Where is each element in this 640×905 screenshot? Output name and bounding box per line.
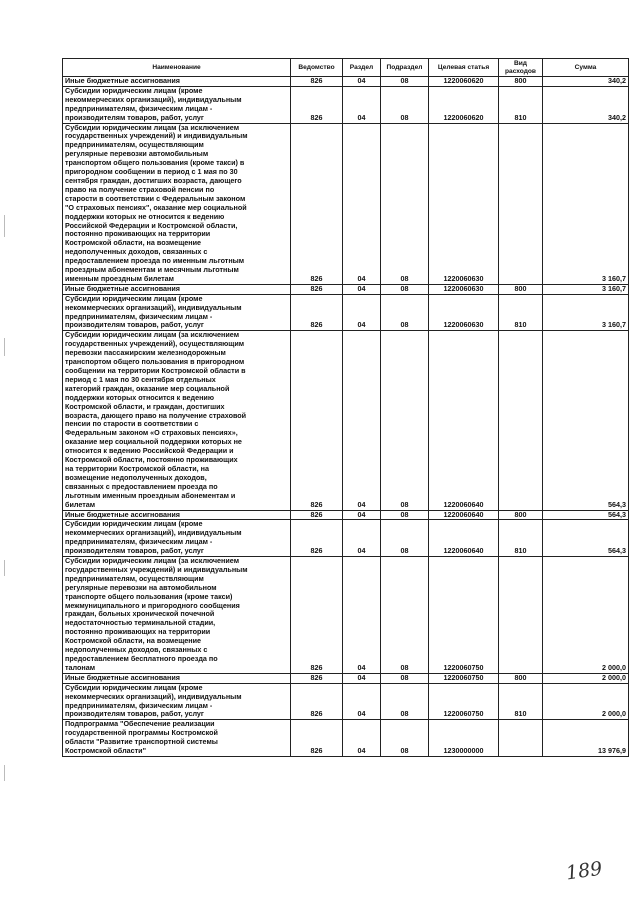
row-sum: 564,3 bbox=[543, 510, 629, 520]
row-subsection: 08 bbox=[381, 720, 429, 757]
row-sum: 3 160,7 bbox=[543, 294, 629, 331]
row-subsection: 08 bbox=[381, 86, 429, 123]
row-name: Субсидии юридическим лицам (за исключением государственных учреждений), осуществляющим перевозки пассажирским железнодорожным транспортом общего пользования в пригородном сообщении на территории Костромской области в период с 1 мая по 30 сентября отдельных категорий граждан, оказание мер социальной поддержки которых относится к ведению Костромской области, и граждан, достигших возраста, дающего право на получение страховой пенсии по старости в соответствии с Федеральным законом «О страховых пенсиях», оказание мер социальной поддержки которых не относится к ведению Российской Федерации и Костромской области, постоянно проживающих на территории Костромской области, на возмещение недополученных доходов, связанных с предоставлением проезда по льготным именным проездным абонементам и билетам bbox=[63, 331, 291, 510]
row-dept: 826 bbox=[291, 510, 343, 520]
header-sum: Сумма bbox=[543, 59, 629, 77]
row-name: Иные бюджетные ассигнования bbox=[63, 284, 291, 294]
row-dept: 826 bbox=[291, 673, 343, 683]
row-sum: 13 976,9 bbox=[543, 720, 629, 757]
row-section: 04 bbox=[343, 284, 381, 294]
row-sum: 564,3 bbox=[543, 520, 629, 557]
row-name: Субсидии юридическим лицам (кроме некоммерческих организаций), индивидуальным предпринимателям, физическим лицам - производителям товаров, работ, услуг bbox=[63, 683, 291, 720]
table-row bbox=[63, 520, 629, 557]
row-kind: 800 bbox=[499, 284, 543, 294]
row-target: 1220060620 bbox=[429, 77, 499, 87]
row-dept: 826 bbox=[291, 86, 343, 123]
row-subsection: 08 bbox=[381, 520, 429, 557]
table-header-row bbox=[63, 59, 629, 77]
row-subsection: 08 bbox=[381, 294, 429, 331]
row-target: 1220060750 bbox=[429, 673, 499, 683]
row-name: Субсидии юридическим лицам (кроме некоммерческих организаций), индивидуальным предпринимателям, физическим лицам - производителям товаров, работ, услуг bbox=[63, 86, 291, 123]
row-dept: 826 bbox=[291, 77, 343, 87]
row-subsection: 08 bbox=[381, 123, 429, 284]
row-kind: 810 bbox=[499, 683, 543, 720]
header-subsection: Подраздел bbox=[381, 59, 429, 77]
row-kind bbox=[499, 557, 543, 674]
row-dept: 826 bbox=[291, 720, 343, 757]
row-kind: 800 bbox=[499, 510, 543, 520]
header-target: Целевая статья bbox=[429, 59, 499, 77]
row-sum: 3 160,7 bbox=[543, 284, 629, 294]
row-section: 04 bbox=[343, 673, 381, 683]
row-subsection: 08 bbox=[381, 284, 429, 294]
row-target: 1220060640 bbox=[429, 520, 499, 557]
row-target: 1220060630 bbox=[429, 294, 499, 331]
row-kind: 800 bbox=[499, 77, 543, 87]
row-sum: 2 000,0 bbox=[543, 673, 629, 683]
handwritten-page-number: 189 bbox=[564, 857, 604, 885]
table-row bbox=[63, 284, 629, 294]
row-name: Иные бюджетные ассигнования bbox=[63, 77, 291, 87]
row-target: 1220060640 bbox=[429, 331, 499, 510]
row-target: 1230000000 bbox=[429, 720, 499, 757]
row-section: 04 bbox=[343, 557, 381, 674]
row-section: 04 bbox=[343, 520, 381, 557]
row-target: 1220060750 bbox=[429, 557, 499, 674]
row-section: 04 bbox=[343, 294, 381, 331]
row-kind: 800 bbox=[499, 673, 543, 683]
row-kind: 810 bbox=[499, 86, 543, 123]
row-section: 04 bbox=[343, 683, 381, 720]
row-name: Подпрограмма "Обеспечение реализации государственной программы Костромской области "Развитие транспортной системы Костромской области" bbox=[63, 720, 291, 757]
row-kind bbox=[499, 720, 543, 757]
row-dept: 826 bbox=[291, 557, 343, 674]
row-target: 1220060630 bbox=[429, 123, 499, 284]
row-section: 04 bbox=[343, 77, 381, 87]
table-row bbox=[63, 294, 629, 331]
row-name: Субсидии юридическим лицам (кроме некоммерческих организаций), индивидуальным предпринимателям, физическим лицам - производителям товаров, работ, услуг bbox=[63, 520, 291, 557]
row-kind: 810 bbox=[499, 520, 543, 557]
row-subsection: 08 bbox=[381, 683, 429, 720]
row-kind bbox=[499, 123, 543, 284]
row-kind bbox=[499, 331, 543, 510]
row-dept: 826 bbox=[291, 284, 343, 294]
row-section: 04 bbox=[343, 123, 381, 284]
scan-mark bbox=[4, 338, 5, 356]
row-target: 1220060640 bbox=[429, 510, 499, 520]
row-kind: 810 bbox=[499, 294, 543, 331]
scan-mark bbox=[4, 215, 5, 237]
row-section: 04 bbox=[343, 86, 381, 123]
table-row bbox=[63, 77, 629, 87]
header-section: Раздел bbox=[343, 59, 381, 77]
row-dept: 826 bbox=[291, 683, 343, 720]
row-subsection: 08 bbox=[381, 557, 429, 674]
table-row bbox=[63, 720, 629, 757]
table-row bbox=[63, 510, 629, 520]
table-row bbox=[63, 683, 629, 720]
row-name: Иные бюджетные ассигнования bbox=[63, 510, 291, 520]
row-dept: 826 bbox=[291, 123, 343, 284]
row-sum: 3 160,7 bbox=[543, 123, 629, 284]
row-section: 04 bbox=[343, 510, 381, 520]
row-target: 1220060620 bbox=[429, 86, 499, 123]
row-sum: 2 000,0 bbox=[543, 683, 629, 720]
row-section: 04 bbox=[343, 331, 381, 510]
row-name: Субсидии юридическим лицам (за исключением государственных учреждений) и индивидуальным предпринимателям, осуществляющим регулярные перевозки автомобильным транспортом общего пользования (кроме такси) в пригородном сообщении в период с 1 мая по 30 сентября граждан, достигших возраста, дающего право на получение страховой пенсии по старости в соответствии с Федеральным законом "О страховых пенсиях", оказание мер социальной поддержки которых не относится к ведению Российской Федерации и Костромской области, постоянно проживающих на территории Костромской области, на возмещение недополученных доходов, связанных с предоставлением проезда по именным льготным проездным абонементам и месячным льготным именным проездным билетам bbox=[63, 123, 291, 284]
table-row bbox=[63, 673, 629, 683]
scan-mark bbox=[4, 560, 5, 576]
header-name: Наименование bbox=[63, 59, 291, 77]
row-section: 04 bbox=[343, 720, 381, 757]
table-row bbox=[63, 86, 629, 123]
row-target: 1220060750 bbox=[429, 683, 499, 720]
row-name: Субсидии юридическим лицам (кроме некоммерческих организаций), индивидуальным предпринимателям, физическим лицам - производителям товаров, работ, услуг bbox=[63, 294, 291, 331]
row-sum: 2 000,0 bbox=[543, 557, 629, 674]
row-dept: 826 bbox=[291, 294, 343, 331]
row-sum: 564,3 bbox=[543, 331, 629, 510]
header-dept: Ведомство bbox=[291, 59, 343, 77]
row-sum: 340,2 bbox=[543, 86, 629, 123]
scan-mark bbox=[4, 765, 5, 781]
row-target: 1220060630 bbox=[429, 284, 499, 294]
row-dept: 826 bbox=[291, 520, 343, 557]
row-name: Субсидии юридическим лицам (за исключением государственных учреждений) и индивидуальным предпринимателям, осуществляющим регулярные перевозки на автомобильном транспорте общего пользования (кроме такси) межмуниципального и пригородного сообщения граждан, больных хронической почечной недостаточностью терминальной стадии, постоянно проживающих на территории Костромской области, на возмещение недополученных доходов, связанных с предоставлением бесплатного проезда по талонам bbox=[63, 557, 291, 674]
header-kind: Вид расходов bbox=[499, 59, 543, 77]
table-row bbox=[63, 557, 629, 674]
row-subsection: 08 bbox=[381, 510, 429, 520]
row-name: Иные бюджетные ассигнования bbox=[63, 673, 291, 683]
row-subsection: 08 bbox=[381, 77, 429, 87]
budget-table bbox=[62, 58, 629, 757]
row-sum: 340,2 bbox=[543, 77, 629, 87]
table-row bbox=[63, 123, 629, 284]
row-subsection: 08 bbox=[381, 331, 429, 510]
row-dept: 826 bbox=[291, 331, 343, 510]
row-subsection: 08 bbox=[381, 673, 429, 683]
table-row bbox=[63, 331, 629, 510]
